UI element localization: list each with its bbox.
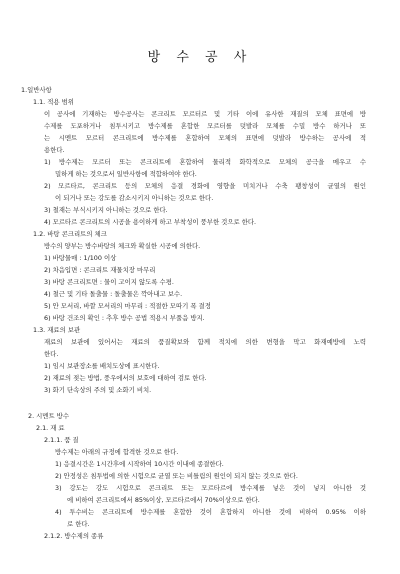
paragraph-line: 이 공사에 기재하는 방수공사는 콘크리트 모르터르 및 기타 이에 유사한 재질의 모체 표면에 방 <box>44 110 366 118</box>
subsection-heading: 1.3. 재료의 보관 <box>33 326 81 334</box>
list-item: 3) 강도는 강도 시험으로 콘크리트 또는 모르타르에 방수제를 넣은 것이 넣지 아니한 것 <box>55 484 366 492</box>
list-item: 2) 안정성은 침투법에 의한 시험으로 균열 또는 비틀림의 원인이 되지 않는 것으로 한다. <box>55 472 298 480</box>
subsection-heading: 1.2. 바탕 콘크리트의 체크 <box>33 230 107 238</box>
list-item: 3) 철재는 부식시키지 아니하는 것으로 한다. <box>44 206 168 214</box>
section-heading: 1.일반사항 <box>21 86 52 94</box>
list-item: 5) 안 모서리, 바깥 모서리의 마무리 : 적절한 모따기 폭 결정 <box>44 302 211 310</box>
list-item-continuation: 에 비하여 콘크리트에서 85%이상, 모르타르에서 70%이상으로 한다. <box>67 496 260 504</box>
list-item: 2) 모르타르, 콘크리트 등의 모체의 응결 경화에 영향을 미치거나 수축 팽창성이 균열의 원인 <box>44 182 366 190</box>
list-item: 4) 모르타르 콘크리트의 시공을 용이하게 하고 부착성이 풍부한 것으로 한다. <box>44 218 257 226</box>
list-item: 1) 임시 보관장소를 배치도상에 표시한다. <box>44 362 160 370</box>
list-item: 6) 바탕 건조의 확인 : 추후 방수 공법 적용시 부풀음 방지. <box>44 314 205 322</box>
section-heading: 2. 시멘트 방수 <box>28 412 70 420</box>
paragraph-line: 재료의 보관에 있어서는 재료의 품질확보와 함께 적치에 의한 변형을 막고 화재예방에 노력 <box>44 338 366 346</box>
paragraph-line: 방수제는 아래의 규정에 합격한 것으로 한다. <box>55 448 179 456</box>
list-item-continuation: 밀하게 하는 것으로서 일반사항에 적합하여야 한다. <box>55 170 197 178</box>
document-title: 방 수 공 사 <box>147 50 253 65</box>
list-item: 4) 철근 및 기타 돌출물 : 돌출물은 깍아내고 보수. <box>44 290 183 298</box>
list-item: 2) 차음입면 : 콘크리트 재물치장 마무리 <box>44 266 156 274</box>
list-item: 4) 투수비는 콘크리트에 방수제를 혼합한 것이 혼합하지 아니한 것에 비하여 0.95% 이하 <box>55 508 366 516</box>
paragraph-line: 는 시멘트 모르터 콘크리트에 방수제를 혼합하여 모체의 표면에 덧발라 방수하는 공사에 적 <box>44 134 366 142</box>
list-item: 3) 바탕 콘크리트면 : 물이 고이지 않도록 수평. <box>44 278 174 286</box>
paragraph-line: 용한다. <box>44 146 65 154</box>
subsection-heading: 2.1. 재 료 <box>36 424 65 432</box>
list-item: 1) 방수제는 모르터 또는 콘크리트에 혼합하여 물리적 화학적으로 모체의 공극을 메우고 수 <box>44 158 366 166</box>
list-item-continuation: 이 되거나 또는 강도를 감소시키지 아니하는 것으로 한다. <box>55 194 214 202</box>
subsection-heading: 1.1. 적용 범위 <box>33 98 74 106</box>
list-item: 1) 바탕물매 : 1/100 이상 <box>44 254 117 262</box>
paragraph-line: 방수의 양부는 방수바탕의 체크와 확실한 시공에 의한다. <box>44 242 201 250</box>
subsubsection-heading: 2.1.2. 방수제의 종류 <box>44 532 104 540</box>
list-item-continuation: 로 한다. <box>67 520 90 528</box>
list-item: 3) 화기 단속상의 주의 및 소화기 비치. <box>44 386 152 394</box>
list-item: 2) 재료의 젖는 방법, 풍우에서의 보호에 대하여 검토 한다. <box>44 374 207 382</box>
paragraph-line: 한다. <box>44 350 59 358</box>
paragraph-line: 수제를 도포하거나 침투시키고 방수제를 혼합한 모르터를 덧발라 모체를 수밀 방수 하거나 또 <box>44 122 366 130</box>
list-item: 1) 응결시간은 1시간후에 시작하여 10시간 이내에 종결한다. <box>55 460 224 468</box>
subsubsection-heading: 2.1.1. 품 질 <box>44 436 79 444</box>
